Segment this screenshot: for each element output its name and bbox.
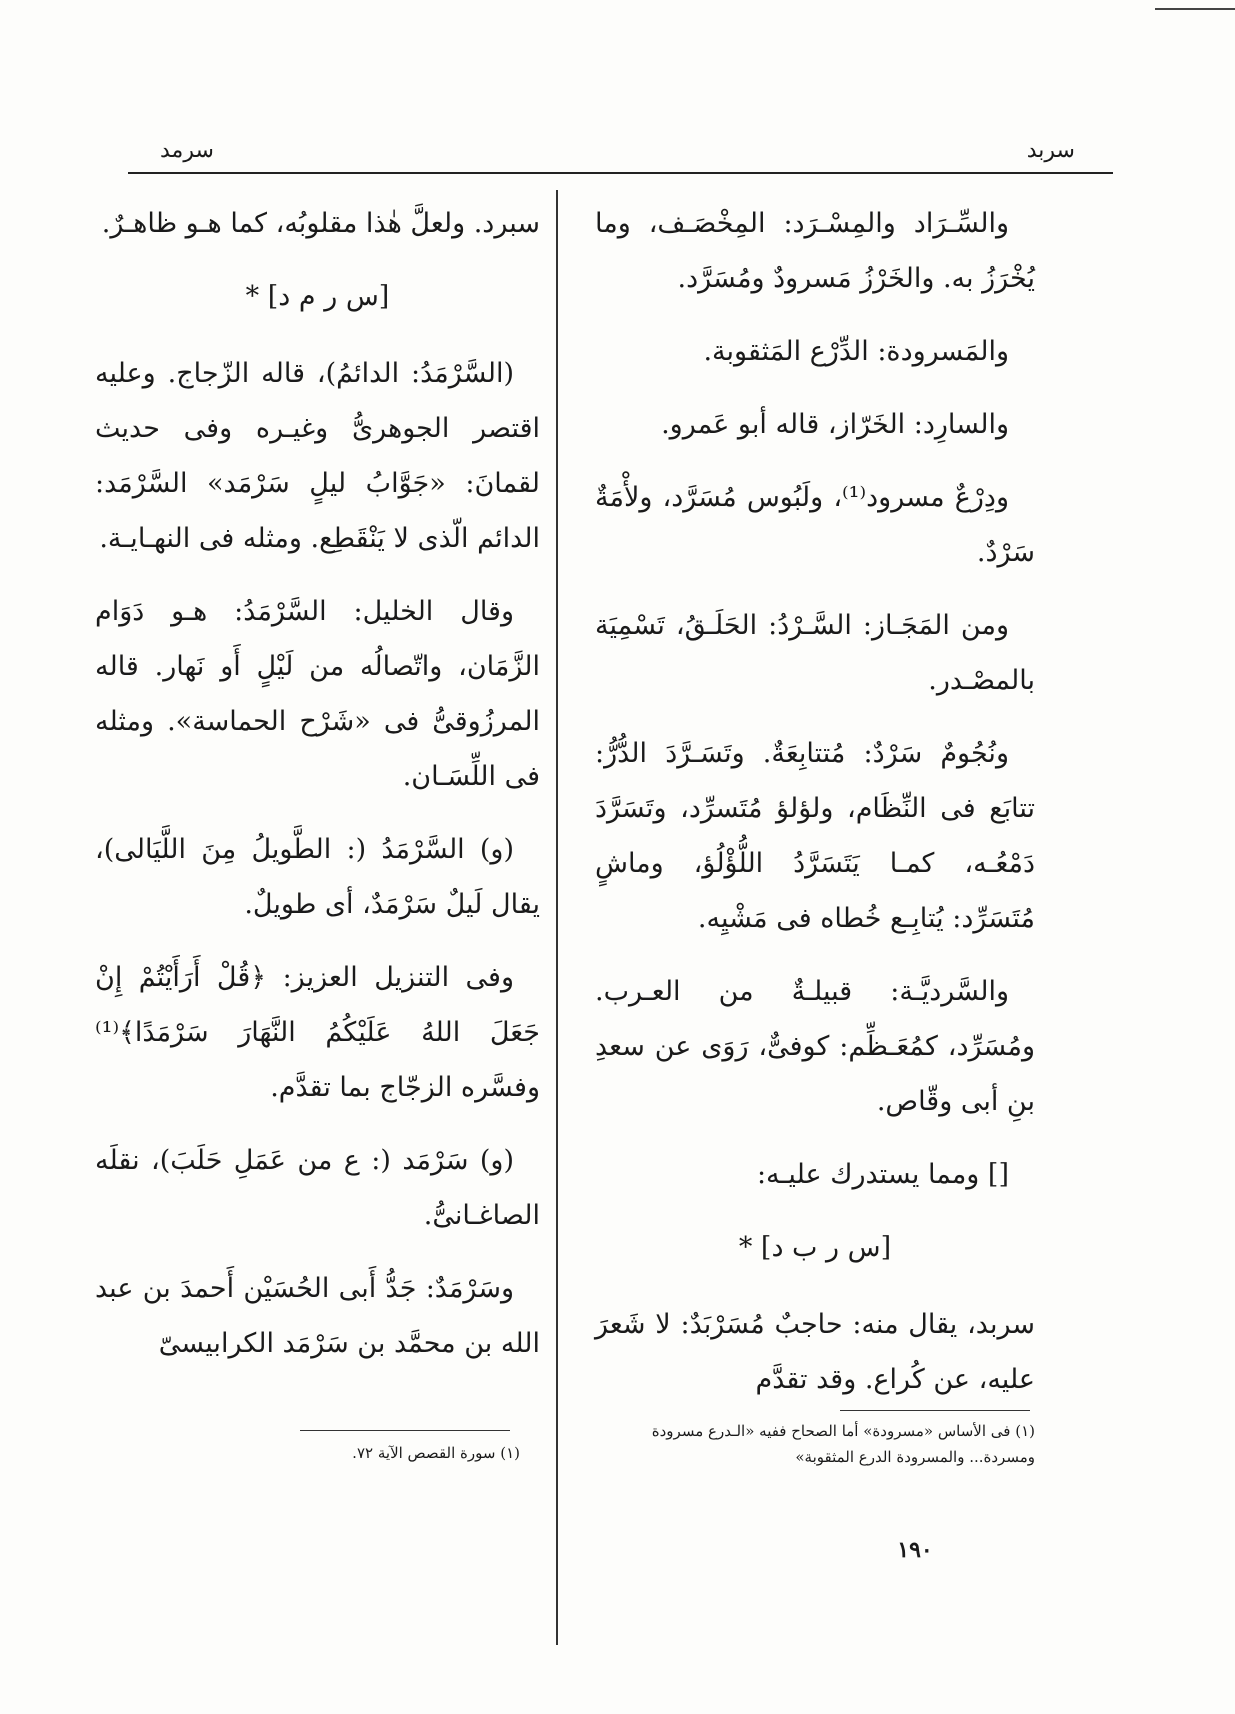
column-divider — [556, 190, 558, 1645]
entry-paragraph: والمَسرودة: الدِّرْع المَثقوبة. — [703, 336, 1009, 367]
entry-paragraph: سبرد. ولعلَّ هٰذا مقلوبُه، كما هـو ظاهـرٌ. — [101, 208, 540, 239]
footnote-rule-left — [300, 1430, 510, 1431]
entry-paragraph: (السَّرْمَدُ: الدائمُ)، قاله الزّجاج. وعليه اقتصر الجوهرىُّ وغيـره وفى حديث لقمانَ: «جَوَّابُ ليلٍ سَرْمَد» السَّرْمَد: الدائم الّذى لا يَنْقَطِع. ومثله فى النهـايـة. — [95, 358, 540, 554]
left-column — [95, 196, 540, 1389]
scan-edge-mark — [1155, 8, 1235, 10]
header-rule — [128, 172, 1113, 174]
entry-paragraph: والسارِد: الخَرّاز، قاله أبو عَمرو. — [661, 409, 1009, 440]
running-head-left: سرمد — [160, 138, 214, 163]
entry-paragraph: ومن المَجَـاز: السَّـرْدُ: الحَلَـقُ، تَسْمِيَة بالمصْـدر. — [595, 610, 1035, 696]
entry-paragraph: ونُجُومٌ سَرْدٌ: مُتتابِعَةٌ. وتَسَـرَّدَ الدُّرُّ: تتابَع فى النِّظَام، ولؤلؤ مُتَسرِّد، وتَسَرَّدَ دَمْعُـه، كمـا يَتَسَرَّدُ اللُّؤْلُؤ، وماشٍ مُتَسَرِّد: يُتابِـع خُطاه فى مَشْيِه. — [595, 738, 1035, 934]
root-heading-srmd: [س ر م د] * — [245, 281, 390, 312]
footnote-left: (١) سورة القصص الآية ٧٢. — [352, 1444, 520, 1462]
entry-paragraph: والسَّرديَّـة: قبيلـةٌ من العـرب. ومُسَرِّد، كمُعَـظِّم: كوفىٌّ، رَوَى عن سعدِ بنِ أبى وقّاص. — [595, 976, 1035, 1117]
entry-paragraph: وقال الخليل: السَّرْمَدُ: هـو دَوَام الزَّمَان، واتّصالُه من لَيْلٍ أَو نَهار. قاله المرزُوقىُّ فى «شَرْح الحماسة». ومثله فى اللِّسَـان. — [95, 596, 540, 792]
entry-paragraph: والسِّـرَاد والمِسْـرَد: المِخْصَـف، وما يُخْرَزُ به. والخَرْزُ مَسرودٌ ومُسَرَّد. — [595, 208, 1035, 294]
entry-paragraph: (و) سَرْمَد (: ع من عَمَلِ حَلَبَ)، نقلَه الصاغـانىُّ. — [95, 1145, 540, 1231]
footnote-right: (١) فى الأساس «مسرودة» أما الصحاح ففيه «الـدرع مسرودة ومسردة... والمسرودة الدرع المثقوبة» — [651, 1422, 1035, 1466]
entry-paragraph: سربد، يقال منه: حاجبٌ مُسَرْبَدٌ: لا شَعرَ عليه، عن كُراع. وقد تقدَّم — [595, 1309, 1035, 1395]
entry-paragraph: وسَرْمَدٌ: جَدُّ أَبى الحُسَيْن أَحمدَ بن عبد الله بن محمَّد بن سَرْمَد الكرابيسىّ — [95, 1273, 540, 1359]
footnote-rule-right — [840, 1410, 1030, 1411]
entry-paragraph: (و) السَّرْمَدُ (: الطَّويلُ مِنَ اللَّيَالى)، يقال لَيلٌ سَرْمَدٌ، أى طويلٌ. — [95, 834, 540, 920]
entry-paragraph: ودِرْعٌ مسرود⁽¹⁾، ولَبُوس مُسَرَّد، ولأْمَةٌ سَرْدٌ. — [595, 482, 1035, 568]
right-column — [595, 196, 1035, 1425]
addendum-note: [] ومما يستدرك عليـه: — [756, 1159, 1009, 1190]
running-head-right: سربد — [1026, 138, 1075, 163]
root-heading-srbd: [س ر ب د] * — [738, 1232, 892, 1263]
page-number: ١٩٠ — [897, 1537, 933, 1563]
entry-paragraph: وفى التنزيل العزيز: ﴿قُلْ أَرَأَيْتُمْ إِنْ جَعَلَ اللهُ عَلَيْكُمُ النَّهَارَ سَرْمَدًا﴾⁽¹⁾ وفسَّره الزجّاج بما تقدَّم. — [95, 962, 540, 1103]
